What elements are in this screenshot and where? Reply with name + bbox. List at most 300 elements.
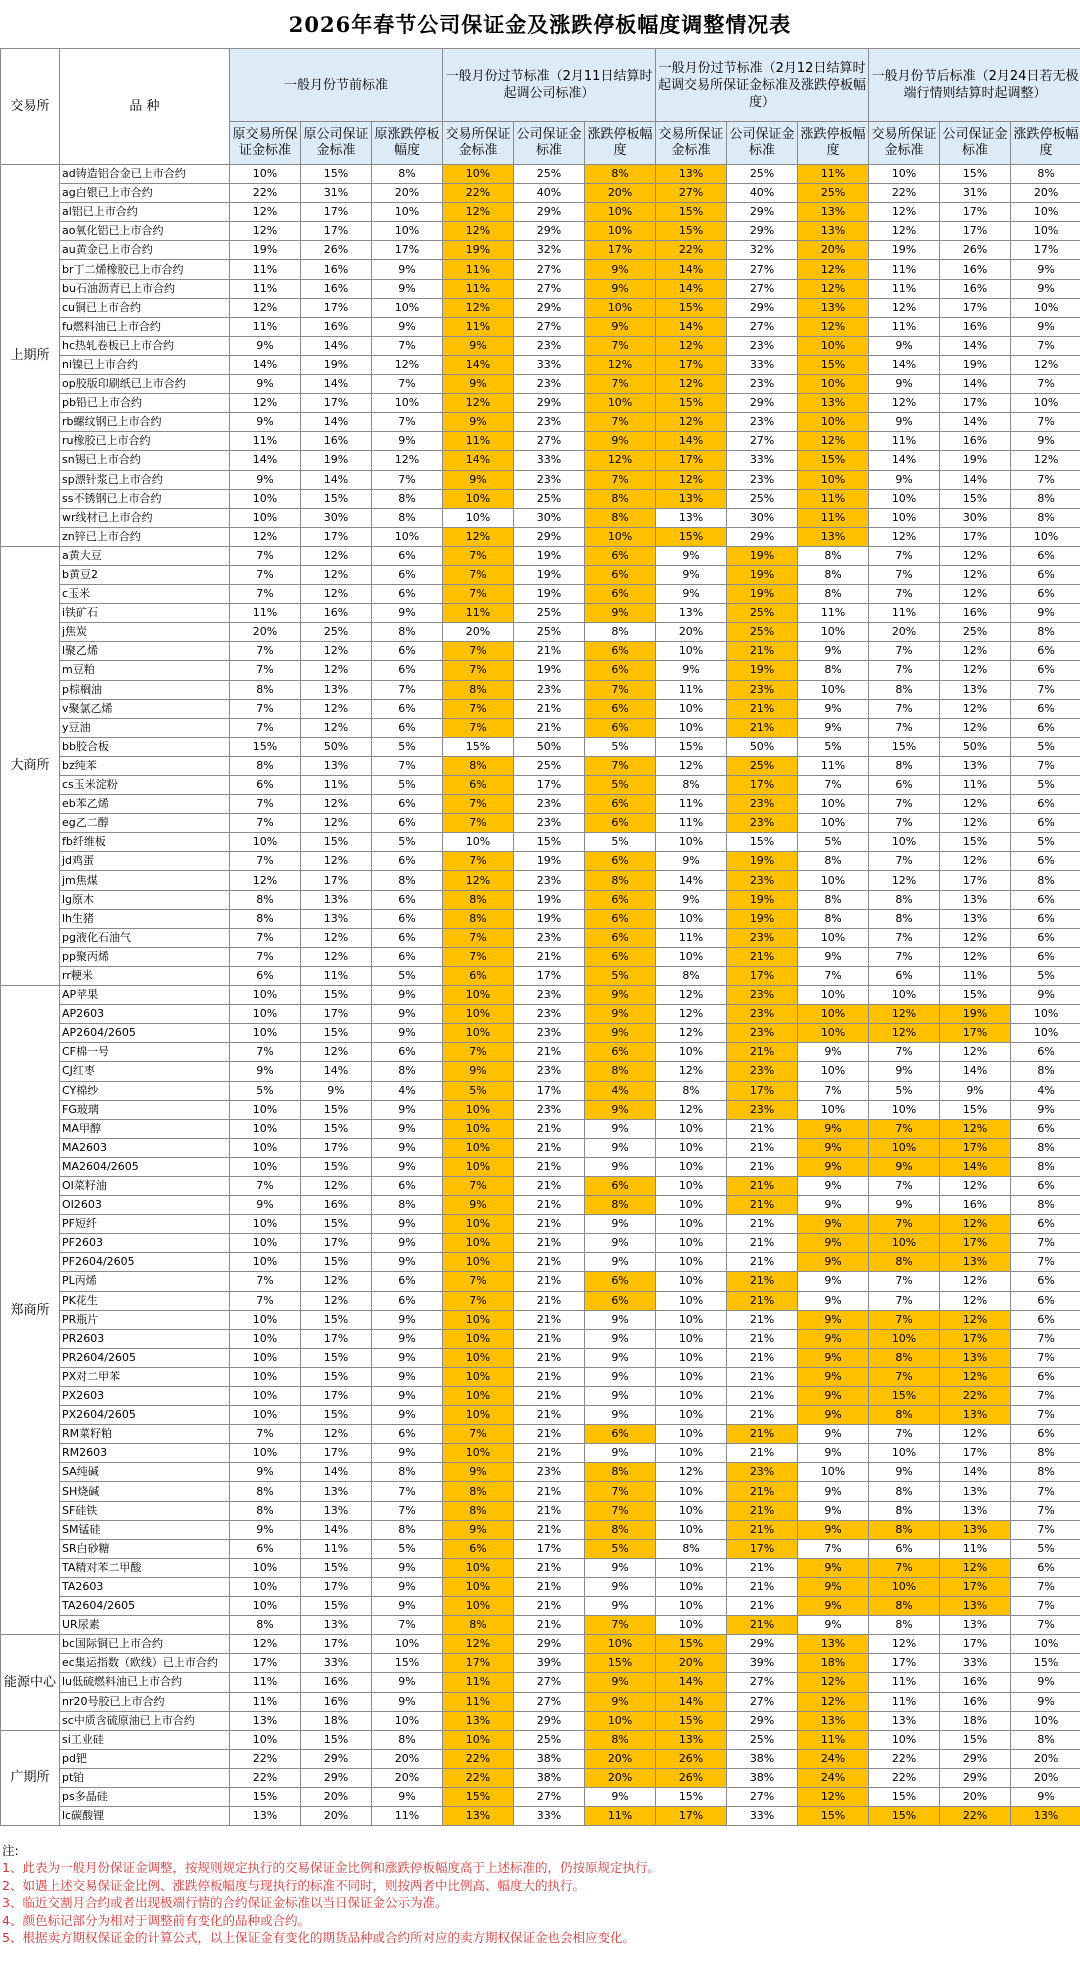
value-cell: 16% (940, 317, 1011, 336)
value-cell: 14% (869, 451, 940, 470)
value-cell: 10% (656, 1444, 727, 1463)
value-cell: 9% (372, 1387, 443, 1406)
value-cell: 9% (372, 986, 443, 1005)
value-cell: 26% (301, 241, 372, 260)
value-cell: 12% (940, 546, 1011, 565)
value-cell: 21% (514, 1367, 585, 1386)
variety-cell: eg乙二醇 (60, 814, 230, 833)
value-cell: 20% (1011, 1768, 1080, 1787)
value-cell: 12% (869, 527, 940, 546)
value-cell: 13% (301, 909, 372, 928)
value-cell: 15% (656, 1787, 727, 1806)
value-cell: 7% (230, 1425, 301, 1444)
value-cell: 22% (443, 184, 514, 203)
value-cell: 38% (727, 1749, 798, 1768)
value-cell: 7% (869, 642, 940, 661)
value-cell: 14% (656, 1673, 727, 1692)
value-cell: 7% (443, 1291, 514, 1310)
value-cell: 12% (798, 1787, 869, 1806)
value-cell: 6% (585, 1272, 656, 1291)
value-cell: 9% (372, 1367, 443, 1386)
value-cell: 17% (301, 1329, 372, 1348)
value-cell: 6% (372, 718, 443, 737)
value-cell: 5% (585, 776, 656, 795)
value-cell: 19% (443, 241, 514, 260)
variety-cell: MA2604/2605 (60, 1157, 230, 1176)
value-cell: 11% (230, 432, 301, 451)
value-cell: 6% (585, 699, 656, 718)
value-cell: 33% (514, 1807, 585, 1826)
value-cell: 6% (1011, 546, 1080, 565)
value-cell: 19% (514, 852, 585, 871)
value-cell: 21% (727, 642, 798, 661)
value-cell: 9% (585, 1673, 656, 1692)
value-cell: 9% (585, 1406, 656, 1425)
value-cell: 12% (443, 298, 514, 317)
value-cell: 9% (372, 1138, 443, 1157)
value-cell: 12% (940, 1176, 1011, 1195)
value-cell: 6% (443, 966, 514, 985)
value-cell: 15% (301, 1597, 372, 1616)
value-cell: 10% (443, 833, 514, 852)
value-cell: 9% (798, 1520, 869, 1539)
value-cell: 9% (798, 1253, 869, 1272)
value-cell: 7% (1011, 680, 1080, 699)
value-cell: 8% (585, 489, 656, 508)
value-cell: 10% (230, 1406, 301, 1425)
value-cell: 7% (1011, 336, 1080, 355)
table-row (1, 203, 1080, 222)
value-cell: 21% (514, 1234, 585, 1253)
value-cell: 7% (1011, 1387, 1080, 1406)
value-cell: 12% (301, 1425, 372, 1444)
value-cell: 5% (230, 1081, 301, 1100)
variety-cell: bu石油沥青已上市合约 (60, 279, 230, 298)
value-cell: 9% (798, 699, 869, 718)
value-cell: 21% (727, 1234, 798, 1253)
value-cell: 9% (443, 413, 514, 432)
value-cell: 12% (443, 871, 514, 890)
value-cell: 9% (798, 1176, 869, 1195)
value-cell: 15% (798, 1807, 869, 1826)
value-cell: 10% (656, 1348, 727, 1367)
value-cell: 9% (798, 1310, 869, 1329)
table-row (1, 1768, 1080, 1787)
value-cell: 9% (798, 1138, 869, 1157)
exchange-cell: 能源中心 (1, 1635, 60, 1730)
value-cell: 30% (514, 508, 585, 527)
value-cell: 24% (798, 1749, 869, 1768)
value-cell: 32% (727, 241, 798, 260)
value-cell: 9% (585, 1577, 656, 1596)
value-cell: 11% (940, 1539, 1011, 1558)
value-cell: 15% (301, 1253, 372, 1272)
value-cell: 6% (1011, 1272, 1080, 1291)
value-cell: 15% (301, 1024, 372, 1043)
value-cell: 50% (301, 737, 372, 756)
value-cell: 9% (869, 1463, 940, 1482)
value-cell: 11% (301, 776, 372, 795)
value-cell: 12% (869, 222, 940, 241)
value-cell: 6% (372, 890, 443, 909)
value-cell: 15% (940, 1100, 1011, 1119)
value-cell: 9% (585, 1597, 656, 1616)
value-cell: 12% (656, 756, 727, 775)
value-cell: 27% (727, 432, 798, 451)
value-cell: 6% (1011, 1043, 1080, 1062)
value-cell: 23% (514, 928, 585, 947)
value-cell: 25% (514, 604, 585, 623)
value-cell: 10% (869, 986, 940, 1005)
value-cell: 5% (585, 966, 656, 985)
value-cell: 21% (727, 1176, 798, 1195)
value-cell: 6% (1011, 1425, 1080, 1444)
value-cell: 11% (443, 317, 514, 336)
value-cell: 7% (230, 546, 301, 565)
value-cell: 10% (656, 1272, 727, 1291)
value-cell: 21% (727, 1501, 798, 1520)
variety-cell: SH烧碱 (60, 1482, 230, 1501)
value-cell: 6% (372, 642, 443, 661)
value-cell: 12% (1011, 355, 1080, 374)
value-cell: 6% (1011, 890, 1080, 909)
value-cell: 10% (656, 1597, 727, 1616)
value-cell: 7% (230, 852, 301, 871)
value-cell: 12% (940, 1043, 1011, 1062)
value-cell: 7% (869, 1425, 940, 1444)
value-cell: 17% (940, 298, 1011, 317)
value-cell: 25% (514, 165, 585, 184)
value-cell: 15% (656, 737, 727, 756)
table-row (1, 852, 1080, 871)
value-cell: 7% (372, 680, 443, 699)
value-cell: 25% (727, 489, 798, 508)
table-row (1, 336, 1080, 355)
value-cell: 21% (514, 1253, 585, 1272)
value-cell: 15% (301, 1558, 372, 1577)
value-cell: 12% (301, 718, 372, 737)
value-cell: 17% (514, 1539, 585, 1558)
value-cell: 13% (798, 1711, 869, 1730)
value-cell: 22% (230, 1749, 301, 1768)
value-cell: 7% (230, 1176, 301, 1195)
value-cell: 21% (514, 1501, 585, 1520)
value-cell: 7% (230, 795, 301, 814)
value-cell: 7% (1011, 1520, 1080, 1539)
value-cell: 25% (514, 756, 585, 775)
value-cell: 9% (372, 1100, 443, 1119)
value-cell: 10% (798, 375, 869, 394)
value-cell: 10% (443, 1005, 514, 1024)
value-cell: 9% (798, 1329, 869, 1348)
value-cell: 21% (727, 1406, 798, 1425)
note-item: 5、根据卖方期权保证金的计算公式，以上保证金有变化的期货品种或合约所对应的卖方期权保证金也会相应变化。 (2, 1930, 635, 1946)
value-cell: 10% (798, 1100, 869, 1119)
value-cell: 7% (869, 1272, 940, 1291)
table-row (1, 546, 1080, 565)
value-cell: 14% (443, 451, 514, 470)
column-header: 涨跌停板幅度 (585, 122, 656, 165)
value-cell: 29% (514, 298, 585, 317)
value-cell: 7% (230, 814, 301, 833)
variety-cell: RM2603 (60, 1444, 230, 1463)
value-cell: 7% (230, 718, 301, 737)
value-cell: 27% (727, 1787, 798, 1806)
variety-cell: UR尿素 (60, 1616, 230, 1635)
value-cell: 9% (798, 1444, 869, 1463)
value-cell: 17% (301, 527, 372, 546)
table-row (1, 260, 1080, 279)
table-row (1, 508, 1080, 527)
table-row (1, 565, 1080, 584)
value-cell: 10% (1011, 394, 1080, 413)
value-cell: 7% (798, 1081, 869, 1100)
value-cell: 21% (727, 1138, 798, 1157)
value-cell: 9% (869, 1062, 940, 1081)
value-cell: 7% (869, 661, 940, 680)
value-cell: 11% (869, 604, 940, 623)
value-cell: 21% (727, 947, 798, 966)
value-cell: 11% (443, 1692, 514, 1711)
value-cell: 8% (372, 508, 443, 527)
value-cell: 12% (301, 852, 372, 871)
value-cell: 21% (514, 699, 585, 718)
value-cell: 6% (1011, 852, 1080, 871)
value-cell: 9% (443, 336, 514, 355)
value-cell: 25% (727, 604, 798, 623)
value-cell: 22% (940, 1387, 1011, 1406)
value-cell: 8% (1011, 165, 1080, 184)
value-cell: 12% (301, 661, 372, 680)
value-cell: 13% (940, 1253, 1011, 1272)
table-row (1, 1062, 1080, 1081)
value-cell: 7% (1011, 1253, 1080, 1272)
value-cell: 8% (798, 546, 869, 565)
value-cell: 19% (727, 890, 798, 909)
value-cell: 21% (514, 1425, 585, 1444)
value-cell: 7% (1011, 1482, 1080, 1501)
value-cell: 8% (656, 776, 727, 795)
variety-cell: hc热轧卷板已上市合约 (60, 336, 230, 355)
variety-cell: a黄大豆 (60, 546, 230, 565)
value-cell: 17% (301, 1138, 372, 1157)
variety-cell: PF短纤 (60, 1215, 230, 1234)
value-cell: 22% (869, 1749, 940, 1768)
value-cell: 12% (230, 222, 301, 241)
value-cell: 12% (869, 394, 940, 413)
table-row (1, 432, 1080, 451)
value-cell: 11% (869, 432, 940, 451)
value-cell: 12% (798, 260, 869, 279)
table-row (1, 1539, 1080, 1558)
value-cell: 11% (656, 795, 727, 814)
value-cell: 6% (230, 1539, 301, 1558)
value-cell: 7% (869, 928, 940, 947)
value-cell: 17% (514, 966, 585, 985)
value-cell: 7% (1011, 1577, 1080, 1596)
value-cell: 12% (940, 565, 1011, 584)
variety-cell: TA精对苯二甲酸 (60, 1558, 230, 1577)
value-cell: 13% (656, 165, 727, 184)
value-cell: 10% (798, 680, 869, 699)
value-cell: 12% (656, 1463, 727, 1482)
value-cell: 5% (1011, 1539, 1080, 1558)
value-cell: 21% (514, 1176, 585, 1195)
value-cell: 27% (727, 317, 798, 336)
value-cell: 6% (372, 585, 443, 604)
value-cell: 21% (514, 1520, 585, 1539)
table-row (1, 585, 1080, 604)
value-cell: 7% (869, 1558, 940, 1577)
value-cell: 25% (514, 489, 585, 508)
value-cell: 27% (727, 1692, 798, 1711)
value-cell: 9% (372, 1310, 443, 1329)
value-cell: 10% (869, 1730, 940, 1749)
value-cell: 10% (443, 1348, 514, 1367)
value-cell: 10% (230, 1253, 301, 1272)
value-cell: 9% (656, 585, 727, 604)
value-cell: 21% (727, 1482, 798, 1501)
value-cell: 13% (443, 1807, 514, 1826)
value-cell: 9% (372, 1119, 443, 1138)
value-cell: 13% (1011, 1807, 1080, 1826)
value-cell: 15% (798, 451, 869, 470)
value-cell: 9% (585, 1558, 656, 1577)
value-cell: 30% (940, 508, 1011, 527)
value-cell: 29% (301, 1749, 372, 1768)
value-cell: 8% (1011, 623, 1080, 642)
variety-cell: pt铂 (60, 1768, 230, 1787)
table-row (1, 1692, 1080, 1711)
table-row (1, 1119, 1080, 1138)
value-cell: 9% (372, 1215, 443, 1234)
value-cell: 6% (372, 546, 443, 565)
value-cell: 19% (727, 546, 798, 565)
value-cell: 33% (940, 1654, 1011, 1673)
table-row (1, 737, 1080, 756)
value-cell: 9% (443, 1463, 514, 1482)
value-cell: 14% (301, 336, 372, 355)
value-cell: 9% (372, 317, 443, 336)
value-cell: 12% (230, 394, 301, 413)
value-cell: 25% (798, 184, 869, 203)
value-cell: 12% (230, 527, 301, 546)
value-cell: 10% (798, 470, 869, 489)
value-cell: 9% (585, 1387, 656, 1406)
value-cell: 21% (727, 1367, 798, 1386)
value-cell: 9% (372, 1558, 443, 1577)
value-cell: 6% (443, 1539, 514, 1558)
value-cell: 12% (585, 355, 656, 374)
value-cell: 21% (514, 1406, 585, 1425)
value-cell: 10% (230, 1310, 301, 1329)
table-row (1, 1711, 1080, 1730)
value-cell: 12% (940, 1291, 1011, 1310)
value-cell: 8% (1011, 489, 1080, 508)
value-cell: 30% (727, 508, 798, 527)
value-cell: 15% (656, 298, 727, 317)
value-cell: 10% (656, 1234, 727, 1253)
note-item: 1、此表为一般月份保证金调整，按规则规定执行的交易保证金比例和涨跌停板幅度高于上述标准的，仍按原规定执行。 (2, 1860, 660, 1876)
value-cell: 10% (869, 1100, 940, 1119)
value-cell: 10% (1011, 203, 1080, 222)
value-cell: 6% (1011, 814, 1080, 833)
value-cell: 6% (1011, 565, 1080, 584)
value-cell: 20% (798, 241, 869, 260)
variety-cell: OI2603 (60, 1196, 230, 1215)
variety-cell: PK花生 (60, 1291, 230, 1310)
value-cell: 21% (727, 1253, 798, 1272)
table-row (1, 1558, 1080, 1577)
value-cell: 8% (869, 680, 940, 699)
value-cell: 9% (372, 1787, 443, 1806)
value-cell: 9% (372, 1673, 443, 1692)
value-cell: 20% (940, 1787, 1011, 1806)
value-cell: 12% (869, 298, 940, 317)
value-cell: 12% (940, 795, 1011, 814)
variety-cell: l聚乙烯 (60, 642, 230, 661)
column-header: 交易所保证金标准 (443, 122, 514, 165)
value-cell: 25% (514, 1730, 585, 1749)
value-cell: 7% (372, 1501, 443, 1520)
value-cell: 6% (1011, 909, 1080, 928)
variety-cell: lu低硫燃料油已上市合约 (60, 1673, 230, 1692)
value-cell: 8% (443, 909, 514, 928)
value-cell: 6% (1011, 928, 1080, 947)
value-cell: 6% (1011, 661, 1080, 680)
value-cell: 13% (301, 1482, 372, 1501)
table-row (1, 680, 1080, 699)
value-cell: 16% (940, 279, 1011, 298)
value-cell: 12% (798, 1673, 869, 1692)
value-cell: 6% (585, 1291, 656, 1310)
value-cell: 14% (940, 1463, 1011, 1482)
value-cell: 9% (230, 470, 301, 489)
value-cell: 9% (230, 1463, 301, 1482)
value-cell: 21% (514, 947, 585, 966)
value-cell: 10% (1011, 298, 1080, 317)
value-cell: 23% (514, 413, 585, 432)
value-cell: 7% (372, 756, 443, 775)
value-cell: 7% (869, 852, 940, 871)
value-cell: 13% (798, 298, 869, 317)
value-cell: 17% (940, 394, 1011, 413)
value-cell: 17% (727, 776, 798, 795)
value-cell: 9% (798, 1482, 869, 1501)
value-cell: 17% (301, 1005, 372, 1024)
value-cell: 12% (230, 1635, 301, 1654)
table-row (1, 241, 1080, 260)
value-cell: 9% (585, 1234, 656, 1253)
variety-cell: bb胶合板 (60, 737, 230, 756)
value-cell: 29% (727, 1635, 798, 1654)
value-cell: 10% (656, 1138, 727, 1157)
value-cell: 10% (798, 928, 869, 947)
value-cell: 9% (372, 1157, 443, 1176)
value-cell: 20% (443, 623, 514, 642)
value-cell: 23% (514, 1062, 585, 1081)
value-cell: 17% (301, 1234, 372, 1253)
value-cell: 9% (798, 1119, 869, 1138)
value-cell: 10% (798, 1024, 869, 1043)
value-cell: 7% (230, 1043, 301, 1062)
value-cell: 9% (372, 1005, 443, 1024)
value-cell: 10% (798, 814, 869, 833)
table-row (1, 1501, 1080, 1520)
value-cell: 9% (443, 470, 514, 489)
value-cell: 20% (656, 623, 727, 642)
value-cell: 23% (514, 795, 585, 814)
